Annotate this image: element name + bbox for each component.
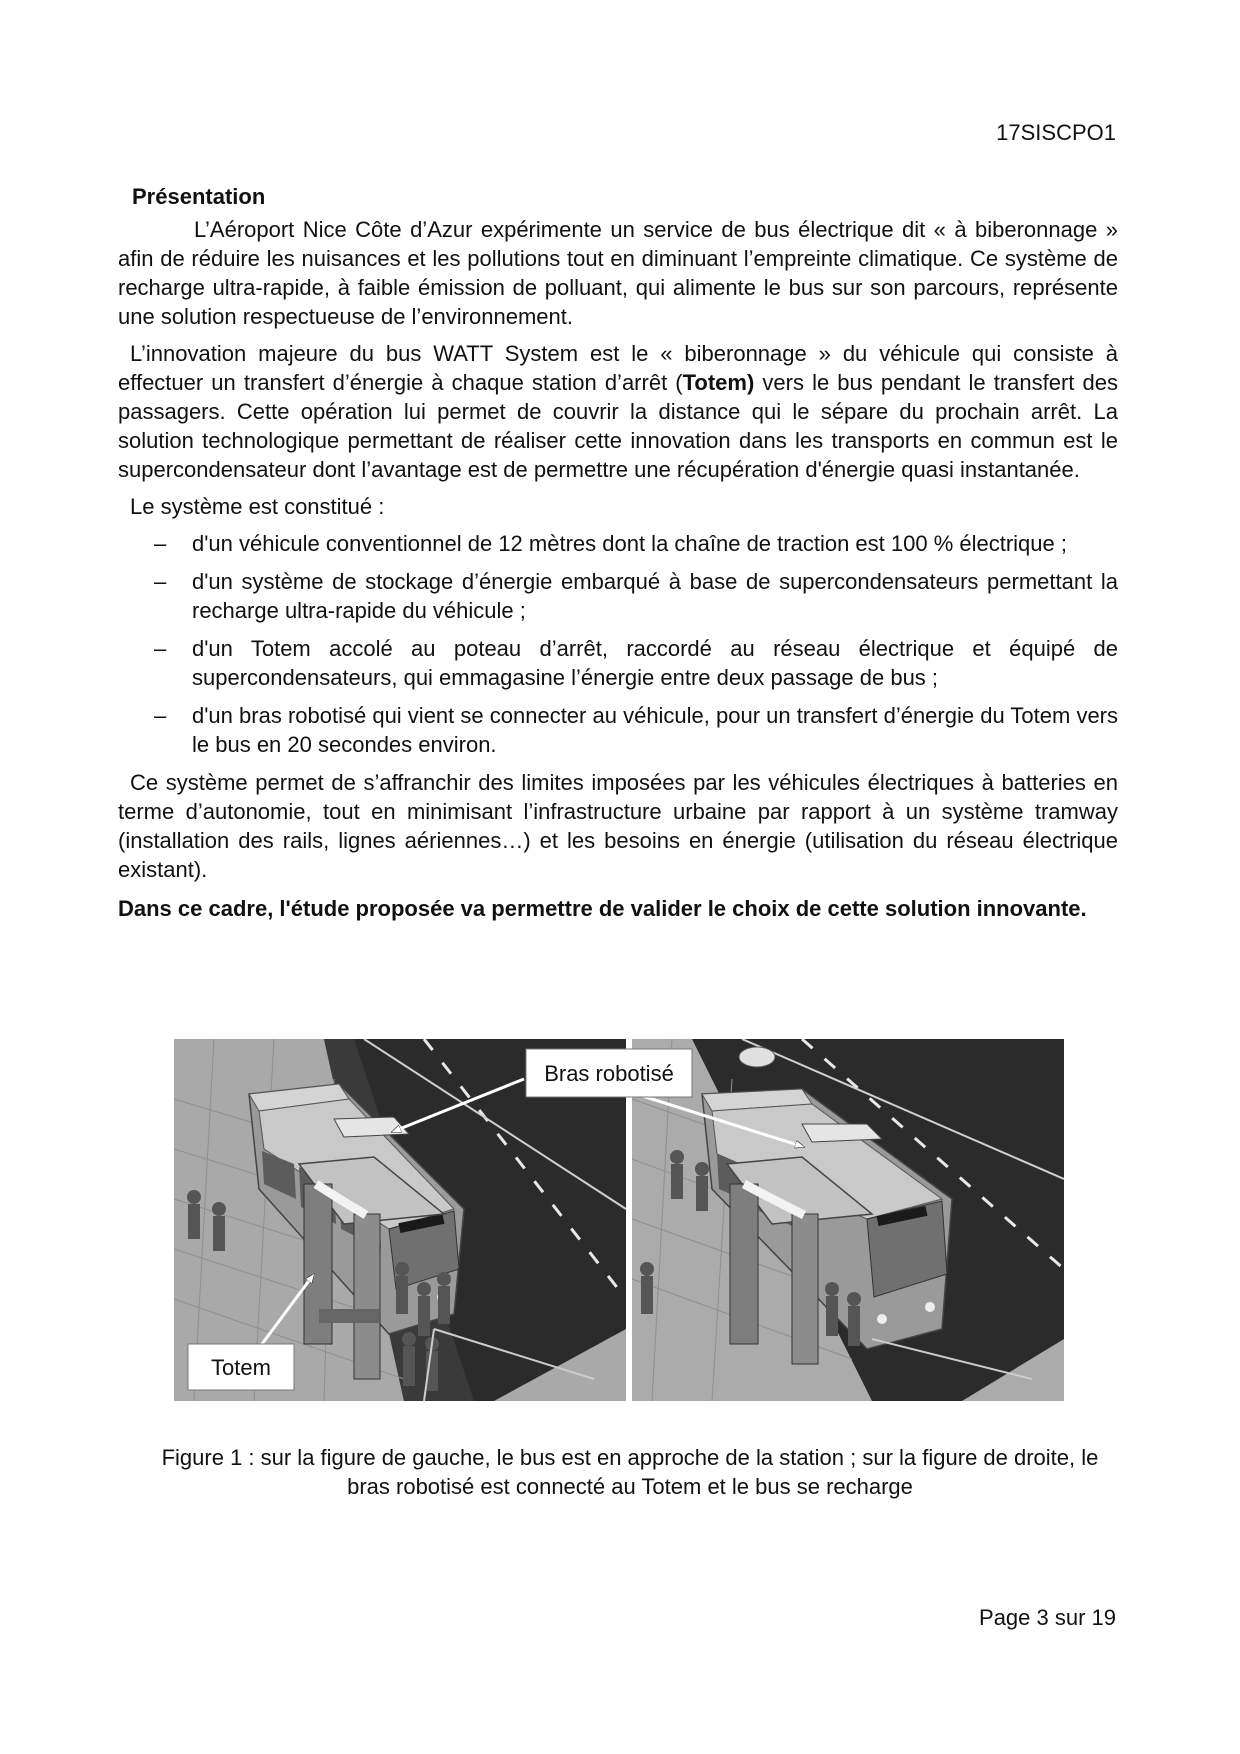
- totem-label: Totem: [211, 1355, 271, 1380]
- list-dash: –: [154, 531, 167, 556]
- list-item-text: d'un Totem accolé au poteau d’arrêt, raccordé au réseau électrique et équipé de supercondensateurs, qui emmagasine l’énergie entre deux passage de bus ;: [192, 636, 1118, 690]
- list-dash: –: [154, 703, 167, 728]
- document-reference: 17SISCPO1: [996, 120, 1116, 145]
- list-item: [154, 567, 1118, 625]
- totem-label-box: [188, 1344, 294, 1390]
- right-panel-illustration: [632, 1039, 1064, 1401]
- list-item: [154, 529, 1118, 558]
- page-number: Page 3 sur 19: [979, 1605, 1116, 1630]
- figure-caption: Figure 1 : sur la figure de gauche, le bus est en approche de la station ; sur la figure de droite, le bras robotisé est connecté au Totem et le bus se recharge: [161, 1445, 1099, 1499]
- main-content: [118, 182, 1118, 923]
- paragraph-innovation-part2: vers le bus pendant le transfert des passagers. Cette opération lui permet de couvrir la distance qui le sépare du prochain arrêt. La solution technologique permettant de réaliser cette innovation dans les transports en commun est le supercondensateur dont l’avantage est de permettre une récupération d'énergie quasi instantanée.: [118, 370, 1118, 482]
- paragraph-innovation-part1: L’innovation majeure du bus WATT System est le « biberonnage » du véhicule qui consiste à effectuer un transfert d’énergie à chaque station d’arrêt (: [118, 341, 1118, 395]
- paragraph-innovation: [118, 339, 1118, 484]
- list-item-text: d'un véhicule conventionnel de 12 mètres dont la chaîne de traction est 100 % électrique ;: [192, 531, 1067, 556]
- list-dash: –: [154, 569, 167, 594]
- bras-robotise-label-box: [526, 1049, 692, 1097]
- list-item: [154, 701, 1118, 759]
- paragraph-advantages: Ce système permet de s’affranchir des limites imposées par les véhicules électriques à batteries en terme d’autonomie, tout en minimisant l’infrastructure urbaine par rapport à un système tramway (installation des rails, lignes aériennes…) et les besoins en énergie (utilisation du réseau électrique existant).: [118, 770, 1118, 882]
- bus-illustration-figure: [174, 1039, 1064, 1401]
- list-item-text: d'un système de stockage d’énergie embarqué à base de supercondensateurs permettant la recharge ultra-rapide du véhicule ;: [192, 569, 1118, 623]
- system-components-list: [118, 529, 1118, 759]
- list-item: [154, 634, 1118, 692]
- paragraph-study-goal: Dans ce cadre, l'étude proposée va permettre de valider le choix de cette solution innovante.: [118, 896, 1087, 921]
- list-dash: –: [154, 636, 167, 661]
- list-item-text: d'un bras robotisé qui vient se connecter au véhicule, pour un transfert d’énergie du Totem vers le bus en 20 secondes environ.: [192, 703, 1118, 757]
- paragraph-intro: L’Aéroport Nice Côte d’Azur expérimente un service de bus électrique dit « à biberonnage » afin de réduire les nuisances et les pollutions tout en diminuant l’empreinte climatique. Ce système de recharge ultra-rapide, à faible émission de polluant, qui alimente le bus sur son parcours, représente une solution respectueuse de l’environnement.: [118, 217, 1118, 329]
- section-heading: Présentation: [132, 184, 266, 209]
- bras-robotise-label: Bras robotisé: [544, 1061, 674, 1086]
- list-intro: Le système est constitué :: [130, 494, 385, 519]
- bus-illustration-svg: [174, 1039, 1064, 1401]
- totem-bold-term: Totem): [682, 370, 755, 395]
